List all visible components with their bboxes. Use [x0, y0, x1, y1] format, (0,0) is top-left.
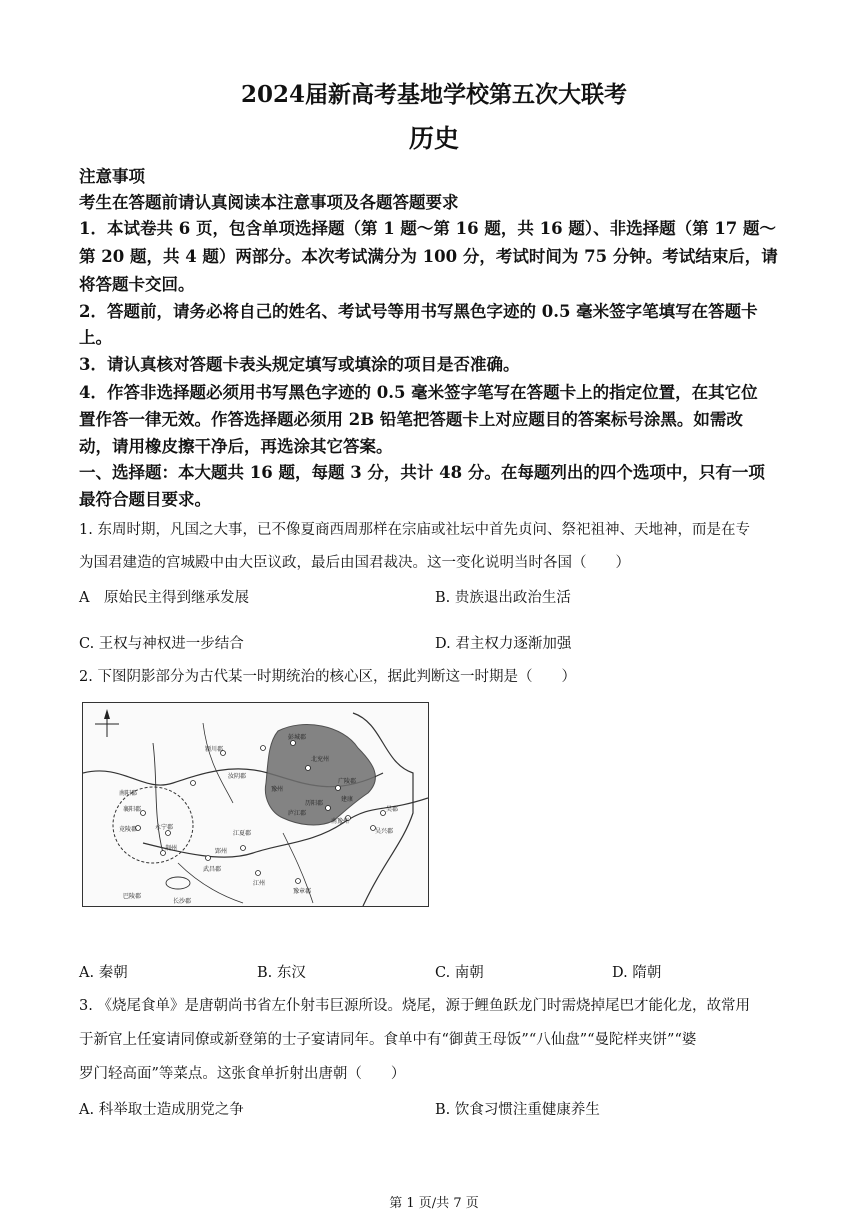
historical-map [82, 702, 429, 907]
q2-option-b: B. 东汉 [257, 965, 306, 981]
map-label-14: 武昌郡 [203, 866, 222, 873]
section-heading-line-1: 一、选择题：本大题共 16 题，每题 3 分，共计 48 分。在每题列出的四个选项中，只有一项 [79, 463, 765, 482]
notice-item-1-line-1: 1．本试卷共 6 页，包含单项选择题（第 1 题～第 16 题，共 16 题）、非选择题（第 17 题～ [79, 219, 777, 238]
notice-item-4-line-2: 置作答一律无效。作答选择题必须用 2B 铅笔把答题卡上对应题目的答案标号涂黑。如需改 [79, 410, 743, 429]
map-label-3: 历阳郡 [305, 800, 324, 807]
map-drawing [83, 703, 428, 906]
q2-option-a: A. 秦朝 [79, 965, 128, 981]
map-label-12: 永宁郡 [155, 824, 174, 831]
subject-title: 历史 [408, 124, 459, 153]
q3-option-b: B. 饮食习惯注重健康养生 [435, 1102, 600, 1118]
q1-option-d: D. 君主权力逐渐加强 [435, 636, 572, 652]
map-label-0: 彭城郡 [288, 734, 307, 741]
notice-item-2-line-2: 上。 [79, 328, 112, 347]
section-heading-line-2: 最符合题目要求。 [79, 490, 211, 509]
map-label-11: 竟陵郡 [119, 826, 138, 833]
map-label-18: 巴陵郡 [123, 893, 142, 900]
q3-stem-line-2: 于新官上任宴请同僚或新登第的士子宴请同年。食单中有“御黄王母饭”“八仙盘”“曼陀样夹饼”“婆 [79, 1032, 697, 1048]
notice-item-2-line-1: 2．答题前，请务必将自己的姓名、考试号等用书写黑色字迹的 0.5 毫米签字笔填写在答题卡 [79, 302, 758, 321]
exam-title: 2024届新高考基地学校第五次大联考 [240, 81, 627, 108]
q1-option-b: B. 贵族退出政治生活 [435, 590, 571, 606]
q2-stem: 2. 下图阴影部分为古代某一时期统治的核心区，据此判断这一时期是（ ） [79, 669, 576, 685]
q1-option-c: C. 王权与神权进一步结合 [79, 636, 244, 652]
notice-item-3: 3．请认真核对答题卡表头规定填写或填涂的项目是否准确。 [79, 355, 520, 374]
notice-item-4-line-1: 4．作答非选择题必须用书写黑色字迹的 0.5 毫米签字笔写在答题卡上的指定位置，在其它位 [79, 383, 758, 402]
q3-option-a: A. 科举取士造成朋党之争 [79, 1102, 244, 1118]
map-label-21: 颍川郡 [205, 746, 224, 753]
map-label-23: 江夏郡 [233, 830, 252, 837]
map-label-5: 广陵郡 [338, 778, 357, 785]
page-footer: 第 1 页/共 7 页 [389, 1196, 479, 1211]
map-label-10: 襄阳郡 [123, 806, 142, 813]
q3-stem-line-1: 3. 《烧尾食单》是唐朝尚书省左仆射韦巨源所设。烧尾，源于鲤鱼跃龙门时需烧掉尾巴才能化龙，故常用 [79, 998, 750, 1014]
notice-intro: 考生在答题前请认真阅读本注意事项及各题答题要求 [79, 193, 459, 212]
q1-stem-line-1: 1. 东周时期，凡国之大事，已不像夏商西周那样在宗庙或社坛中首先贞问、祭祀祖神、天地神，而是在专 [79, 522, 750, 538]
compass-icon [95, 709, 119, 737]
notice-item-1-line-3: 将答题卡交回。 [79, 275, 195, 294]
map-label-4: 庐江郡 [288, 810, 307, 817]
notice-item-1-line-2: 第 20 题，共 4 题）两部分。本次考试满分为 100 分，考试时间为 75 分钟。考试结束后，请 [79, 247, 778, 266]
q1-stem-line-2: 为国君建造的宫城殿中由大臣议政，最后由国君裁决。这一变化说明当时各国（ ） [79, 555, 630, 571]
q1-option-a: A 原始民主得到继承发展 [79, 590, 249, 606]
map-label-1: 北兖州 [311, 756, 330, 763]
map-label-15: 郢州 [215, 848, 228, 855]
map-label-16: 江州 [253, 880, 266, 887]
map-label-17: 豫章郡 [293, 888, 312, 895]
notice-heading: 注意事项 [79, 167, 145, 186]
notice-item-4-line-3: 动，请用橡皮擦干净后，再选涂其它答案。 [79, 437, 393, 456]
map-label-9: 吴兴郡 [375, 828, 394, 835]
map-label-8: 吴郡 [386, 806, 399, 813]
map-label-7: 南豫州 [331, 818, 350, 825]
map-label-19: 南阳郡 [119, 790, 138, 797]
map-label-2: 豫州 [271, 786, 284, 793]
map-label-22: 长沙郡 [173, 898, 192, 905]
map-label-20: 汝阴郡 [228, 773, 247, 780]
map-label-13: 荆州 [165, 845, 178, 852]
map-label-6: 建康 [341, 796, 354, 803]
q2-option-d: D. 隋朝 [612, 965, 662, 981]
q3-stem-line-3: 罗门轻高面”等菜点。这张食单折射出唐朝（ ） [79, 1066, 406, 1082]
q2-option-c: C. 南朝 [435, 965, 484, 981]
